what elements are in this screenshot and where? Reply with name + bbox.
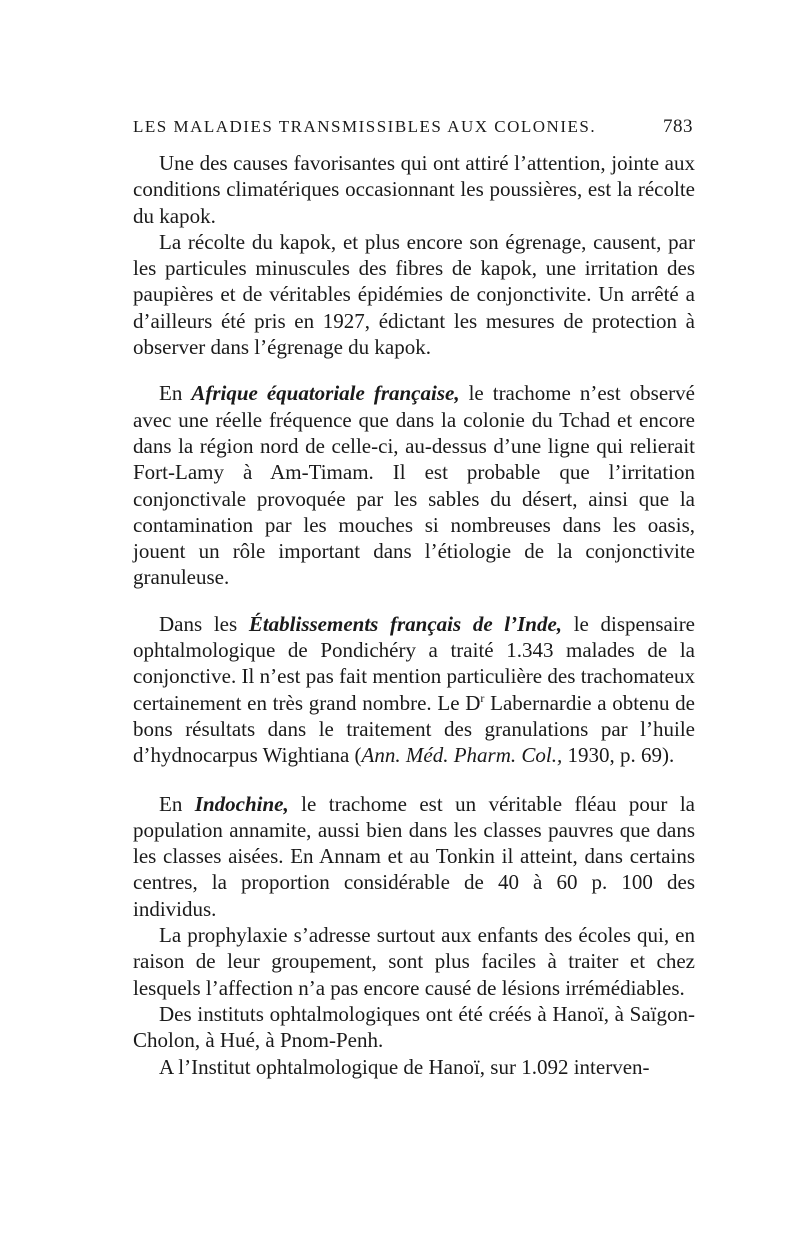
- paragraph-kapok-cause: [133, 150, 695, 229]
- paragraph-text: En: [159, 381, 192, 406]
- paragraph-inde: [133, 611, 695, 769]
- paragraph-text: Des instituts ophtalmologiques ont été créés à Hanoï, à Saïgon-Cholon, à Hué, à Pnom-Penh.: [133, 1001, 695, 1053]
- page-body: [133, 150, 695, 1080]
- running-header: [133, 116, 693, 138]
- paragraph-text: La récolte du kapok, et plus encore son égrenage, causent, par les particules minuscules des fibres de kapok, une irritation des paupières et de véritables épidémies de conjonctivite. Un arrêté a d’ailleurs été pris en 1927, édictant les mesures de protection à observer dans l’égrenage du kapok.: [133, 229, 695, 360]
- paragraph-text: Labernardie a obtenu de bons résultats dans le traitement des granulations par l’huile d’hydnocarpus Wightiana (: [133, 690, 695, 768]
- page-number: 783: [663, 116, 693, 137]
- paragraph-prophylaxie: [133, 922, 695, 1001]
- paragraph-text: le trachome est un véritable fléau pour la population annamite, aussi bien dans les classes pauvres que dans les classes aisées. En Annam et au Tonkin il atteint, dans certains centres, la proportion considérable de 40 à 60 p. 100 des individus.: [133, 791, 696, 921]
- region-term: Afrique équatoriale française,: [191, 381, 460, 406]
- paragraph-instituts: [133, 1001, 695, 1054]
- paragraph-hanoi: [133, 1054, 695, 1080]
- superscript: r: [480, 690, 485, 705]
- paragraph-text: Dans les: [159, 611, 249, 636]
- paragraph-kapok-harvest: [133, 229, 695, 360]
- paragraph-text: le dispensaire ophtalmologique de Pondichéry a traité 1.343 malades de la conjonctive. Il n’est pas fait mention particulière des trachomateux certainement en très grand nombre. Le D: [133, 611, 696, 715]
- paragraph-indochine: [133, 791, 695, 922]
- paragraph-text: le trachome n’est observé avec une réelle fréquence que dans la colonie du Tchad et encore dans la région nord de celle-ci, au-dessus d’une ligne qui relierait Fort-Lamy à Am-Timam. Il est probable que l’irritation conjonctivale provoquée par les sables du désert, ainsi que la contamination par les mouches si nombreuses dans les oasis, jouent un rôle important dans l’étiologie de la conjonctivite granuleuse.: [133, 381, 695, 590]
- journal-reference: Ann. Méd. Pharm. Col.,: [361, 743, 563, 768]
- paragraph-text: La prophylaxie s’adresse surtout aux enfants des écoles qui, en raison de leur groupement, sont plus faciles à traiter et chez lesquels l’affection n’a pas encore causé de lésions irrémédiables.: [133, 923, 695, 1000]
- running-title: LES MALADIES TRANSMISSIBLES AUX COLONIES.: [133, 117, 597, 136]
- paragraph-text: 1930, p. 69).: [562, 743, 675, 768]
- paragraph-text: Une des causes favorisantes qui ont attiré l’attention, jointe aux conditions climatériques occasionnant les poussières, est la récolte du kapok.: [133, 151, 695, 228]
- region-term: Établissements français de l’Inde,: [248, 611, 563, 636]
- region-term: Indochine,: [194, 791, 289, 816]
- paragraph-text: A l’Institut ophtalmologique de Hanoï, sur 1.092 interven-: [159, 1054, 650, 1079]
- paragraph-text: En: [159, 791, 195, 816]
- paragraph-aef: [133, 380, 695, 590]
